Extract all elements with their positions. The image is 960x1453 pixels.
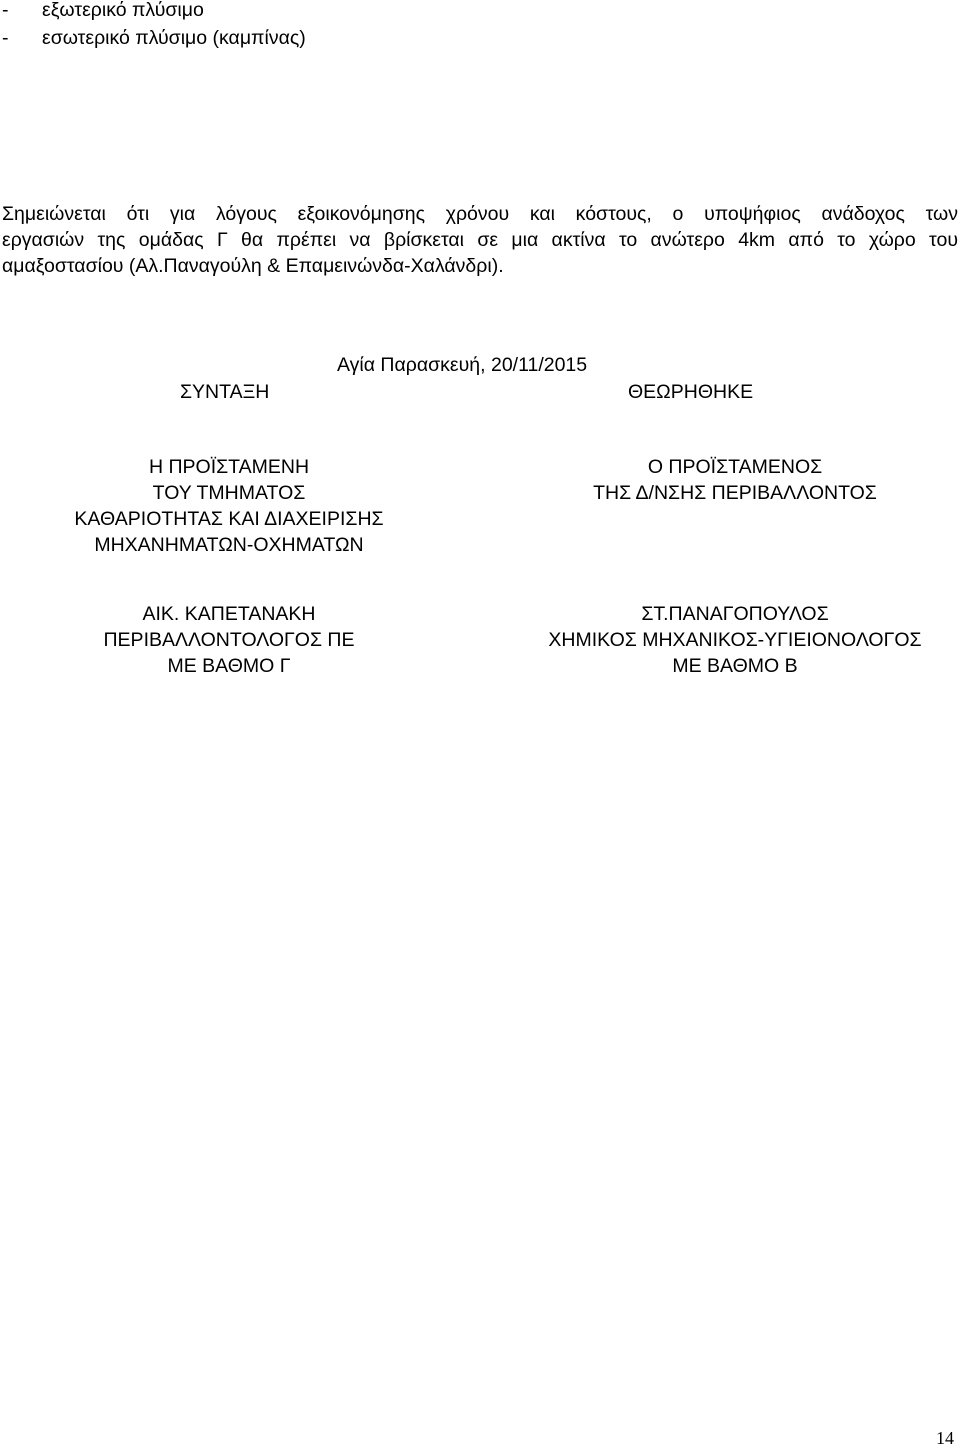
list-dash: -	[2, 27, 9, 49]
list-item	[2, 25, 306, 51]
name-line: ΑΙΚ. ΚΑΠΕΤΑΝΑΚΗ	[142, 603, 316, 625]
name-line: ΜΕ ΒΑΘΜΟ Γ	[167, 655, 291, 677]
title-line: ΚΑΘΑΡΙΟΤΗΤΑΣ ΚΑΙ ΔΙΑΧΕΙΡΙΣΗΣ	[74, 508, 384, 530]
title-line: Η ΠΡΟΪΣΤΑΜΕΝΗ	[148, 456, 310, 478]
right-signer-title	[510, 454, 960, 506]
name-line: ΠΕΡΙΒΑΛΛΟΝΤΟΛΟΓΟΣ ΠΕ	[103, 629, 355, 651]
title-line: ΤΟΥ ΤΜΗΜΑΤΟΣ	[152, 482, 306, 504]
note-line: Σημειώνεται ότι για λόγους εξοικονόμησης χρόνου και κόστους, ο υποψήφιος ανάδοχος των	[2, 203, 958, 225]
title-line: ΤΗΣ Δ/ΝΣΗΣ ΠΕΡΙΒΑΛΛΟΝΤΟΣ	[593, 482, 877, 504]
list-item	[2, 0, 204, 23]
title-line: ΜΗΧΑΝΗΜΑΤΩΝ-ΟΧΗΜΑΤΩΝ	[94, 534, 364, 556]
name-line: ΧΗΜΙΚΟΣ ΜΗΧΑΝΙΚΟΣ-ΥΓΙΕΙΟΝΟΛΟΓΟΣ	[548, 629, 922, 651]
note-line: εργασιών της ομάδας Γ θα πρέπει να βρίσκεται σε μια ακτίνα το ανώτερο 4km από το χώρο του	[2, 229, 958, 251]
list-item-text: εξωτερικό πλύσιμο	[42, 0, 204, 21]
left-heading: ΣΥΝΤΑΞΗ	[180, 381, 270, 403]
title-line: Ο ΠΡΟΪΣΤΑΜΕΝΟΣ	[647, 456, 823, 478]
right-heading: ΘΕΩΡΗΘΗΚΕ	[628, 381, 754, 403]
name-line: ΜΕ ΒΑΘΜΟ Β	[672, 655, 798, 677]
left-signer-title	[28, 454, 430, 558]
list-item-text: εσωτερικό πλύσιμο (καμπίνας)	[42, 27, 306, 49]
right-signer-name	[502, 601, 960, 679]
left-signer-name	[28, 601, 430, 679]
page-number: 14	[936, 1428, 954, 1448]
list-dash: -	[2, 0, 9, 21]
note-line: αμαξοστασίου (Αλ.Παναγούλη & Επαμεινώνδα-Χαλάνδρι).	[2, 255, 504, 277]
name-line: ΣΤ.ΠΑΝΑΓΟΠΟΥΛΟΣ	[641, 603, 829, 625]
place-date: Αγία Παρασκευή, 20/11/2015	[337, 354, 588, 376]
note-paragraph	[2, 201, 958, 279]
